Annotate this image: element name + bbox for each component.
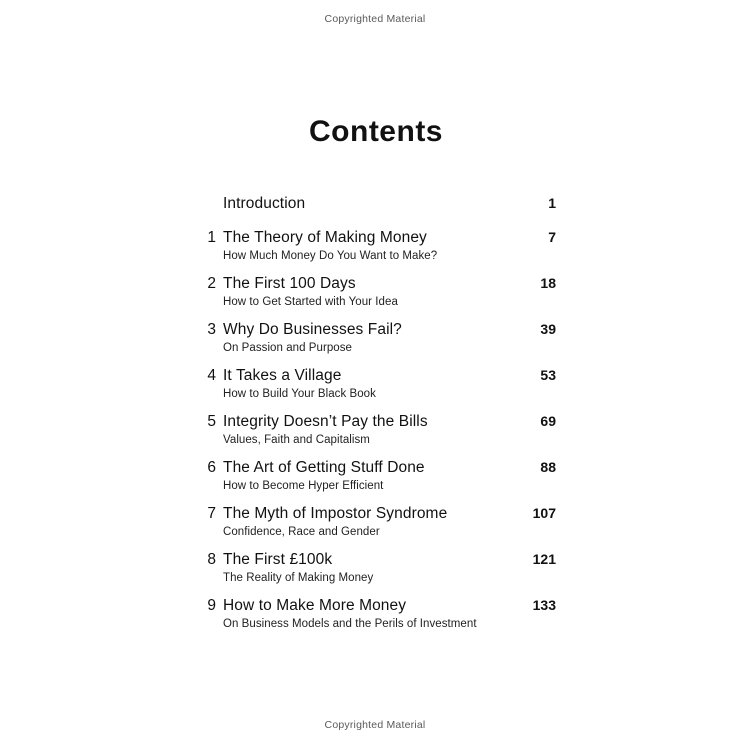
toc-entry-number: 1 <box>207 229 216 246</box>
toc-entry-page: 88 <box>540 459 556 475</box>
toc-entry-title: The First 100 Days <box>223 275 356 292</box>
toc-entry-3[interactable] <box>196 321 556 354</box>
toc-entry-5[interactable] <box>196 413 556 446</box>
table-of-contents <box>196 115 556 643</box>
toc-entry-6[interactable] <box>196 459 556 492</box>
toc-entry-title: It Takes a Village <box>223 367 342 384</box>
toc-entry-page: 133 <box>532 597 556 613</box>
toc-entry-9[interactable] <box>196 597 556 630</box>
toc-entry-title: Why Do Businesses Fail? <box>223 321 402 338</box>
toc-entry-title: Integrity Doesn’t Pay the Bills <box>223 413 428 430</box>
toc-entry-page: 39 <box>540 321 556 337</box>
toc-entry-page: 121 <box>532 551 556 567</box>
toc-entry-subtitle: How to Build Your Black Book <box>223 388 376 400</box>
toc-entry-title: The Myth of Impostor Syndrome <box>223 505 448 522</box>
toc-entry-subtitle: How to Become Hyper Efficient <box>223 480 384 492</box>
toc-entry-title: The First £100k <box>223 551 333 568</box>
toc-entry-number: 7 <box>207 505 216 522</box>
toc-entry-7[interactable] <box>196 505 556 538</box>
toc-entry-page: 69 <box>540 413 556 429</box>
toc-entry-number: 5 <box>207 413 216 430</box>
toc-entry-page: 1 <box>548 195 556 211</box>
toc-entry-number: 3 <box>207 321 216 338</box>
toc-entry-title: Introduction <box>223 195 306 212</box>
toc-entry-number: 2 <box>207 275 216 292</box>
copyright-watermark-bottom: Copyrighted Material <box>324 719 426 731</box>
toc-entry-4[interactable] <box>196 367 556 400</box>
toc-entry-title: The Theory of Making Money <box>223 229 427 246</box>
page-title: Contents <box>309 115 443 148</box>
toc-entry-number: 6 <box>207 459 216 476</box>
toc-entry-number: 8 <box>207 551 216 568</box>
toc-entry-subtitle: On Business Models and the Perils of Investment <box>223 618 477 630</box>
toc-entry-title: How to Make More Money <box>223 597 407 614</box>
toc-entry-2[interactable] <box>196 275 556 308</box>
toc-entry-page: 53 <box>540 367 556 383</box>
toc-entry-subtitle: The Reality of Making Money <box>223 572 374 584</box>
toc-entry-page: 7 <box>548 229 556 245</box>
toc-entry-subtitle: How Much Money Do You Want to Make? <box>223 250 438 262</box>
toc-entry-page: 18 <box>540 275 556 291</box>
toc-entry-subtitle: On Passion and Purpose <box>223 342 352 354</box>
toc-entry-page: 107 <box>532 505 556 521</box>
toc-entry-subtitle: How to Get Started with Your Idea <box>223 296 398 308</box>
copyright-watermark-top: Copyrighted Material <box>324 13 426 25</box>
toc-entry-1[interactable] <box>196 229 556 262</box>
toc-entry-8[interactable] <box>196 551 556 584</box>
toc-entry-subtitle: Confidence, Race and Gender <box>223 526 380 538</box>
toc-entry-introduction[interactable] <box>196 195 556 213</box>
toc-entry-number: 9 <box>207 597 216 614</box>
toc-entry-subtitle: Values, Faith and Capitalism <box>223 434 370 446</box>
toc-entry-number: 4 <box>207 367 216 384</box>
toc-entry-title: The Art of Getting Stuff Done <box>223 459 425 476</box>
